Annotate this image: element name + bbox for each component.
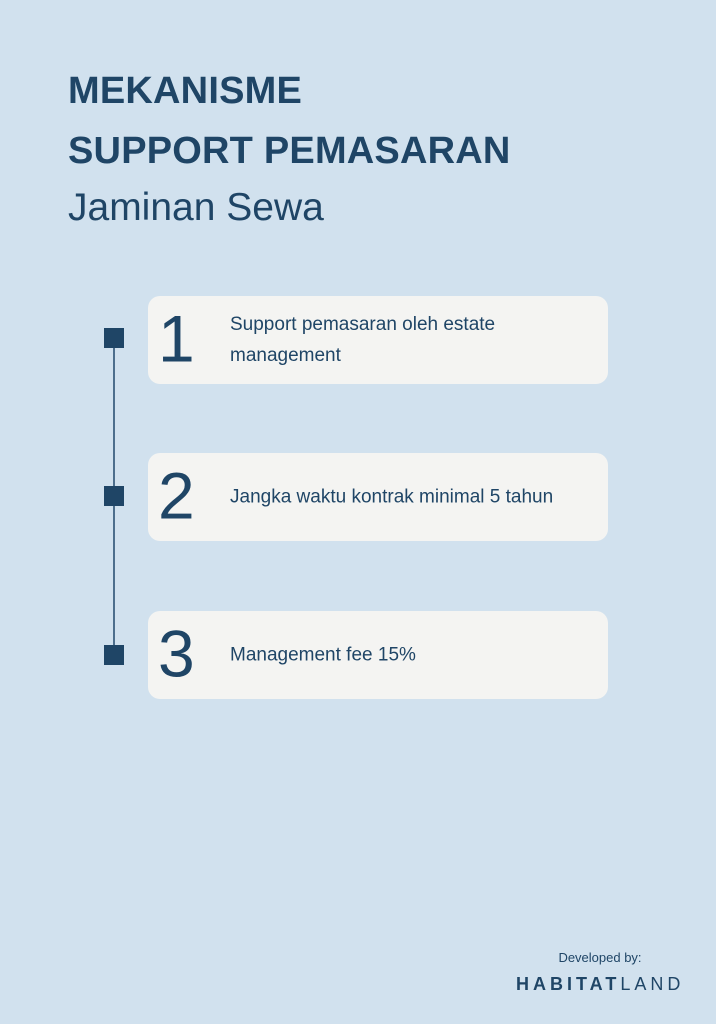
page-title-line-2: SUPPORT PEMASARAN [68,130,511,172]
step-number-2: 2 [158,458,195,533]
page-title-line-1: MEKANISME [68,70,303,112]
step-text-3: Management fee 15% [230,644,416,666]
timeline-marker-1 [104,328,124,348]
timeline-marker-2 [104,486,124,506]
timeline-marker-3 [104,645,124,665]
step-card-3 [148,611,608,699]
step-number-3: 3 [158,616,195,691]
habitatland-logo [516,974,684,995]
page-subtitle: Jaminan Sewa [68,186,324,229]
logo-text-light: LAND [620,974,685,994]
step-card-2 [148,453,608,541]
step-text-1: Support pemasaran oleh estate management [230,314,496,366]
step-card-1 [148,296,608,384]
step-text-2: Jangka waktu kontrak minimal 5 tahun [230,486,554,508]
step-number-1: 1 [158,301,195,376]
developed-by-label: Developed by: [558,950,642,965]
logo-text-bold: HABITAT [516,974,621,994]
